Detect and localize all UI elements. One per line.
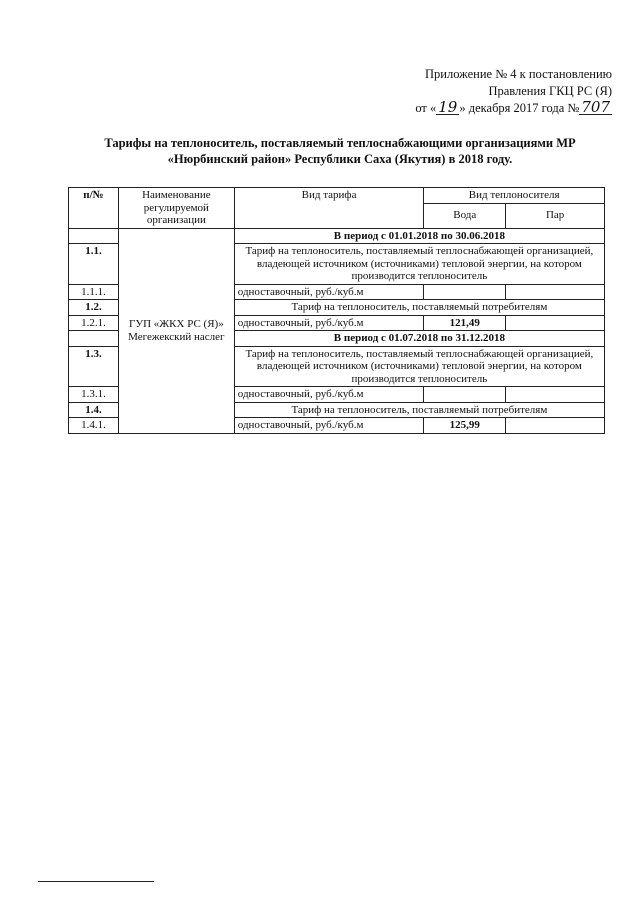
row-steam-value	[506, 387, 605, 403]
handwritten-day: 19	[438, 98, 458, 116]
period-num-cell	[69, 331, 119, 347]
row-text: Тариф на теплоноситель, поставляемый потребителям	[234, 300, 604, 316]
row-steam-value	[506, 418, 605, 434]
header-tariff-type: Вид тарифа	[234, 188, 424, 229]
organization-cell: ГУП «ЖКХ РС (Я)» Мегежекский наслег	[118, 228, 234, 433]
header-date-middle: » декабря 2017 года №	[459, 101, 580, 115]
period-2: В период с 01.07.2018 по 31.12.2018	[234, 331, 604, 347]
row-text: одноставочный, руб./куб.м	[234, 387, 424, 403]
row-num: 1.3.1.	[69, 387, 119, 403]
header-carrier-type: Вид теплоносителя	[424, 188, 605, 204]
handwritten-number: 707	[581, 98, 610, 116]
header-line-3	[352, 100, 612, 117]
header-line-2: Правления ГКЦ РС (Я)	[488, 84, 612, 98]
row-text: Тариф на теплоноситель, поставляемый потребителям	[234, 402, 604, 418]
header-steam: Пар	[506, 203, 605, 228]
row-text: Тариф на теплоноситель, поставляемый теплоснабжающей организацией, владеющей источником (источниками) тепловой энергии, на котором производится теплоноситель	[234, 346, 604, 387]
period-1: В период с 01.01.2018 по 30.06.2018	[234, 228, 604, 244]
footnote-divider	[38, 881, 154, 882]
row-text: Тариф на теплоноситель, поставляемый теплоснабжающей организацией, владеющей источником (источниками) тепловой энергии, на котором производится теплоноситель	[234, 244, 604, 285]
row-water-value: 125,99	[424, 418, 506, 434]
header-date-prefix: от «	[415, 101, 437, 115]
row-text: одноставочный, руб./куб.м	[234, 284, 424, 300]
row-water-value	[424, 284, 506, 300]
row-steam-value	[506, 315, 605, 331]
title-line-2: «Нюрбинский район» Республики Саха (Якутия) в 2018 году.	[167, 152, 513, 166]
header-organization: Наименование регулируемой организации	[118, 188, 234, 229]
row-water-value: 121,49	[424, 315, 506, 331]
title-line-1: Тарифы на теплоноситель, поставляемый теплоснабжающими организациями МР	[104, 136, 576, 150]
row-text: одноставочный, руб./куб.м	[234, 418, 424, 434]
row-steam-value	[506, 284, 605, 300]
document-header	[352, 66, 612, 117]
table-header-row	[69, 188, 605, 204]
row-num: 1.2.1.	[69, 315, 119, 331]
row-num: 1.4.	[69, 402, 119, 418]
period-num-cell	[69, 228, 119, 244]
period-row	[69, 228, 605, 244]
document-title	[60, 135, 620, 167]
tariff-table	[68, 187, 605, 434]
row-text: одноставочный, руб./куб.м	[234, 315, 424, 331]
row-num: 1.1.	[69, 244, 119, 285]
header-num: п/№	[69, 188, 119, 229]
row-num: 1.3.	[69, 346, 119, 387]
row-num: 1.2.	[69, 300, 119, 316]
row-water-value	[424, 387, 506, 403]
row-num: 1.1.1.	[69, 284, 119, 300]
header-line-1: Приложение № 4 к постановлению	[425, 67, 612, 81]
row-num: 1.4.1.	[69, 418, 119, 434]
header-water: Вода	[424, 203, 506, 228]
